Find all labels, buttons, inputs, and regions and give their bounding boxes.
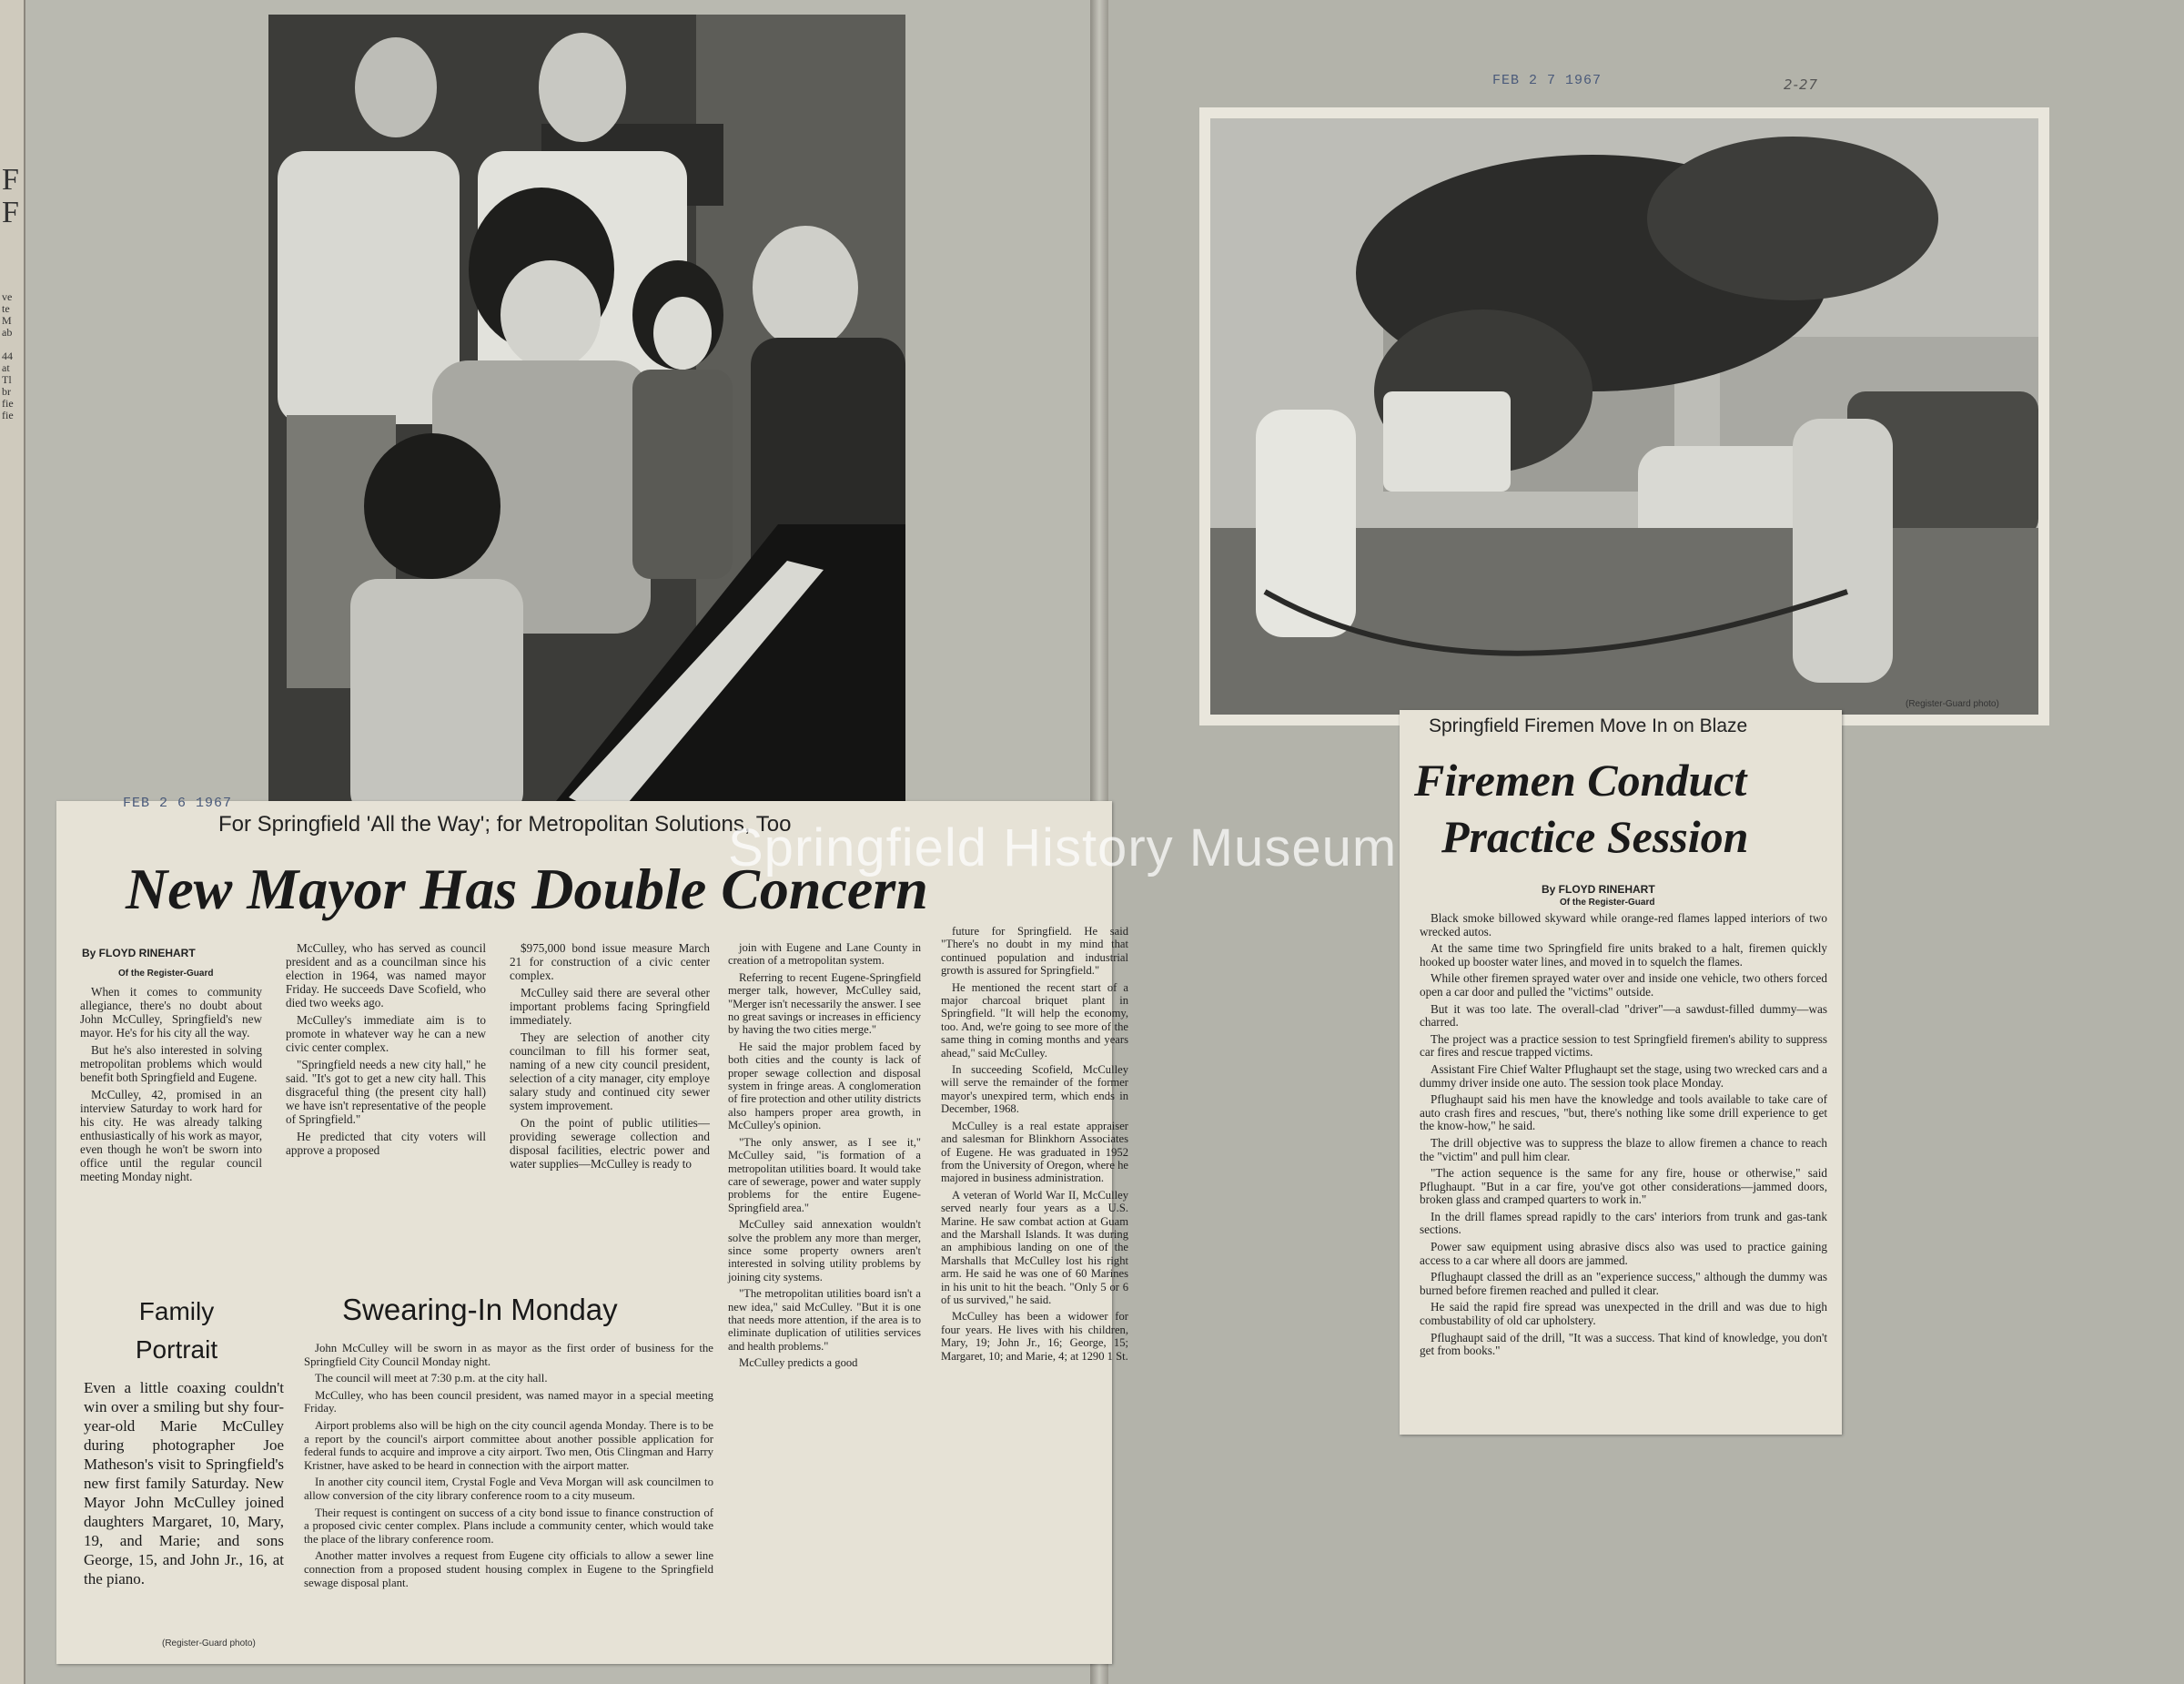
family-photo-credit: (Register-Guard photo) [162, 1638, 256, 1648]
paragraph: Referring to recent Eugene-Springfield merger talk, however, McCulley said, "Merger isn't necessarily the answer. I see no great savings or increases in efficiency by having the two cities merge." [728, 970, 921, 1037]
firemen-byline: By FLOYD RINEHART [1542, 883, 1655, 896]
mayor-column-4 [728, 941, 921, 1374]
paragraph: McCulley is a real estate appraiser and salesman for Blinkhorn Associates of Eugene. He was graduated in 1952 from the University of Oregon, where he majored in business administration. [941, 1119, 1128, 1185]
paragraph: A veteran of World War II, McCulley served nearly four years as a U.S. Marine. He saw combat action at Guam and the Marshall Islands. It was during an amphibious landing on one of the Marshalls that McCulley lost his right arm. He said he was one of 60 Marines in his unit to hit the beach. "Only 5 or 6 of us survived," he said. [941, 1188, 1128, 1306]
paragraph: McCulley has been a widower for four years. He lives with his children, Mary, 19; John Jr., 16; George, 15; Margaret, 10; and Marie, 4; at 1290 1 St. [941, 1310, 1128, 1363]
right-date-stamp: FEB 2 7 1967 [1492, 73, 1603, 88]
paragraph: While other firemen sprayed water over and inside one vehicle, two others forced open a car door and pulled the "victims" outside. [1420, 971, 1827, 999]
paragraph: Black smoke billowed skyward while orange-red flames lapped interiors of two wrecked autos. [1420, 911, 1827, 938]
paragraph: But he's also interested in solving metropolitan problems which would benefit both Springfield and Eugene. [80, 1043, 262, 1084]
mayor-byline: By FLOYD RINEHART [82, 947, 196, 959]
paragraph: join with Eugene and Lane County in creation of a metropolitan system. [728, 941, 921, 968]
paragraph: $975,000 bond issue measure March 21 for construction of a civic center complex. [510, 941, 710, 982]
paragraph: "The only answer, as I see it," McCulley said, "is formation of a metropolitan utilities board. It would take care of sewerage, power and water supply problems for the entire Eugene-Springfield area." [728, 1135, 921, 1214]
fire-photo-scene [1210, 118, 2038, 715]
paragraph: McCulley said annexation wouldn't solve the problem any more than merger, since some property owners aren't interested in solving utility problems by joining city systems. [728, 1218, 921, 1283]
paragraph: In the drill flames spread rapidly to the cars' interiors from trunk and gas-tank sections. [1420, 1209, 1827, 1237]
mayor-column-1 [80, 985, 262, 1187]
paragraph: He mentioned the recent start of a major charcoal briquet plant in Springfield. "It will help the economy, too. And, we're going to see more of the same thing in coming months and years ahead," said McCulley. [941, 980, 1128, 1060]
paragraph: He said the major problem faced by both cities and the county is lack of proper sewage collection and disposal system in fringe areas. A conglomeration of fire protection and other utility districts also hampers proper area growth, in McCulley's opinion. [728, 1040, 921, 1132]
previous-sheet-edge: F F ve te M ab 44 at Tl br fie fie [0, 0, 25, 1684]
paragraph: The drill objective was to suppress the blaze to allow firemen a chance to reach the "victim" and pull him clear. [1420, 1135, 1827, 1163]
headline-line: Practice Session [1441, 811, 1749, 862]
mayor-column-5 [941, 925, 1128, 1366]
paragraph: McCulley's immediate aim is to promote in whatever way he can a new civic center complex. [286, 1013, 486, 1054]
handwritten-date: 2-27 [1784, 76, 1819, 93]
paragraph: The council will meet at 7:30 p.m. at the city hall. [315, 1372, 548, 1385]
mayor-headline: New Mayor Has Double Concern [126, 857, 928, 921]
subhead-line: Portrait [135, 1335, 218, 1364]
fire-photo-credit: (Register-Guard photo) [1906, 699, 1999, 709]
paragraph: Airport problems also will be high on the city council agenda Monday. There is to be a report by the council's airport committee about another possible application for federal funds to acquire and improve a city airport. Two men, Otis Clingman and Harry Kristner, have asked to be heard in connection with the airport matter. [304, 1418, 713, 1472]
mayor-column-3 [510, 941, 710, 1174]
paragraph: He predicted that city voters will approve a proposed [286, 1130, 486, 1157]
paragraph: "The metropolitan utilities board isn't a new idea," said McCulley. "But it is one that needs more attention, if the area is to eliminate duplication of utilities services and health problems." [728, 1287, 921, 1353]
paragraph: McCulley said there are several other important problems facing Springfield immediately. [510, 986, 710, 1027]
paragraph: McCulley, who has served as council president and as a councilman since his election in 1964, was named mayor Friday. He succeeds Dave Scofield, who died two weeks ago. [286, 941, 486, 1009]
family-portrait-photo [268, 15, 905, 819]
family-portrait-subhead [133, 1293, 220, 1369]
paragraph: McCulley predicts a good [739, 1356, 858, 1370]
paragraph: At the same time two Springfield fire units braked to a halt, firemen quickly hooked up booster water lines, and moved in to squelch the flames. [1420, 941, 1827, 969]
mayor-kicker: For Springfield 'All the Way'; for Metropolitan Solutions, Too [218, 812, 792, 837]
paragraph: In another city council item, Crystal Fogle and Veva Morgan will ask councilmen to allow conversion of the city library conference room to a city museum. [304, 1476, 713, 1502]
paragraph: John McCulley will be sworn in as mayor as the first order of business for the Springfield City Council Monday night. [304, 1342, 713, 1368]
paragraph: He said the rapid fire spread was unexpected in the drill and was due to high combustability of old car upholstery. [1420, 1300, 1827, 1328]
paragraph: Pflughaupt said of the drill, "It was a success. That kind of knowledge, you don't get from books." [1420, 1330, 1827, 1358]
paragraph: "Springfield needs a new city hall," he said. "It's got to get a new city hall. This disgraceful thing (the present city hall) we have isn't representative of the people of Springfield." [286, 1058, 486, 1126]
paragraph: McCulley, who has been council president, was named mayor in a special meeting Friday. [304, 1388, 713, 1415]
firemen-article-body [1420, 912, 1827, 1362]
mayor-byline-org: Of the Register-Guard [118, 969, 214, 979]
paragraph: "The action sequence is the same for any fire, house or otherwise," said Pflughaupt. "But in a car fire, you've got other considerations—jammed doors, broken glass and cramped quarters to work in." [1420, 1166, 1827, 1207]
paragraph: They are selection of another city councilman to fill his former seat, naming of a new city council president, selection of a city manager, city employe salary study and continued city sewer system improvement. [510, 1030, 710, 1112]
left-date-stamp: FEB 2 6 1967 [123, 796, 233, 811]
headline-line: Firemen Conduct [1414, 755, 1747, 806]
museum-watermark: Springfield History Museum [728, 818, 1398, 878]
paragraph: On the point of public utilities—providing sewerage collection and disposal facilities, electric power and water supplies—McCulley is ready to [510, 1116, 710, 1171]
fire-drill-photo [1199, 107, 2049, 725]
paragraph: McCulley, 42, promised in an interview Saturday to work hard for his city. He was already talking enthusiastically of his work as mayor, even though he won't be sworn into office until the regular council meeting Monday night. [80, 1088, 262, 1183]
mayor-column-2 [286, 941, 486, 1161]
swearing-in-subhead: Swearing-In Monday [342, 1293, 618, 1326]
paragraph: Power saw equipment using abrasive discs also was used to practice gaining access to a car where all doors are jammed. [1420, 1240, 1827, 1267]
firemen-byline-org: Of the Register-Guard [1560, 898, 1655, 908]
paragraph: Assistant Fire Chief Walter Pflughaupt set the stage, using two wrecked cars and a dummy driver inside one auto. The session took place Monday. [1420, 1061, 1827, 1090]
subhead-line: Family [138, 1297, 215, 1325]
paragraph: Another matter involves a request from Eugene city officials to allow a sewer line connection from a proposed student housing complex in Eugene to the Springfield sewage disposal plant. [304, 1549, 713, 1589]
paragraph: future for Springfield. He said "There's no doubt in my mind that continued population and industrial growth is assured for Springfield." [941, 925, 1128, 978]
firemen-headline [1414, 752, 1748, 865]
swearing-in-body [304, 1342, 713, 1593]
paragraph: The project was a practice session to test Springfield firemen's ability to suppress car fires and rescue trapped victims. [1420, 1031, 1827, 1060]
paragraph: Their request is contingent on success of a city bond issue to finance construction of a proposed civic center complex. Plans include a community center, which would take the place of the library conference room. [304, 1506, 713, 1546]
firemen-kicker: Springfield Firemen Move In on Blaze [1429, 715, 1748, 736]
paragraph: Pflughaupt said his men have the knowledge and tools available to take care of auto crash fires and rescues, "but, there's nothing like some drill experience to get the know-how," he said. [1420, 1092, 1827, 1133]
family-portrait-cutline: Even a little coaxing couldn't win over a smiling but shy four-year-old Marie McCulley during photographer Joe Matheson's visit to Springfield's new first family Saturday. New Mayor John McCulley joined daughters Margaret, 10, Mary, 19, and Marie; and sons George, 15, and John Jr., 16, at the piano. [84, 1379, 284, 1588]
family-photo-figures [268, 15, 905, 819]
paragraph: Pflughaupt classed the drill as an "experience success," although the dummy was burned before firemen reached and pulled it clear. [1420, 1270, 1827, 1297]
paragraph: When it comes to community allegiance, there's no doubt about John McCulley, Springfield's new mayor. He's for his city all the way. [80, 985, 262, 1040]
paragraph: In succeeding Scofield, McCulley will serve the remainder of the former mayor's unexpired term, which ends in December, 1968. [941, 1063, 1128, 1116]
paragraph: But it was too late. The overall-clad "driver"—a sawdust-filled dummy—was charred. [1420, 1001, 1827, 1030]
